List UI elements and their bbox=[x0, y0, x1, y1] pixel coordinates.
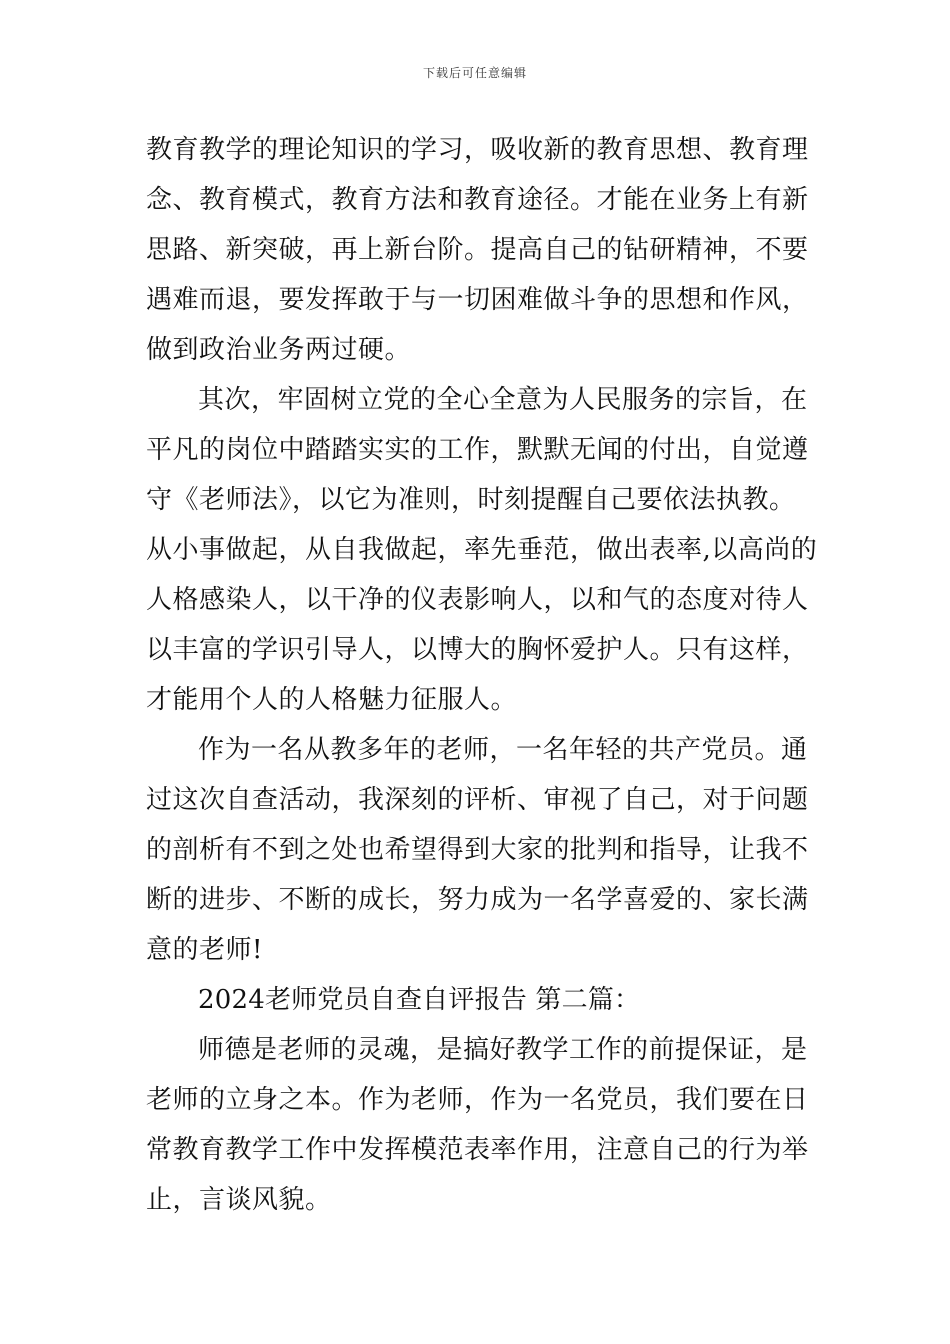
paragraph-2-line-3: 守《老师法》，以它为准则，时刻提醒自己要依法执教。 bbox=[146, 485, 796, 515]
paragraph-5-line-4: 止，言谈风貌。 bbox=[146, 1185, 332, 1215]
paragraph-1-line-5: 做到政治业务两过硬。 bbox=[146, 335, 412, 365]
paragraph-2-line-5: 人格感染人，以干净的仪表影响人，以和气的态度对待人 bbox=[146, 585, 809, 615]
paragraph-2-line-6: 以丰富的学识引导人，以博大的胸怀爱护人。只有这样， bbox=[146, 635, 809, 665]
paragraph-2-line-4: 从小事做起，从自我做起，率先垂范，做出表率,以高尚的 bbox=[146, 535, 818, 565]
paragraph-3-line-2: 过这次自查活动，我深刻的评析、审视了自己，对于问题 bbox=[146, 785, 809, 815]
paragraph-1-line-3: 思路、新突破，再上新台阶。提高自己的钻研精神，不要 bbox=[146, 235, 809, 265]
paragraph-2-line-7: 才能用个人的人格魅力征服人。 bbox=[146, 685, 518, 715]
paragraph-5-line-3: 常教育教学工作中发挥模范表率作用，注意自己的行为举 bbox=[146, 1135, 809, 1165]
paragraph-5-line-1: 师德是老师的灵魂，是搞好教学工作的前提保证，是 bbox=[198, 1035, 808, 1065]
header-note: 下载后可任意编辑 bbox=[422, 66, 527, 80]
paragraph-3-line-3: 的剖析有不到之处也希望得到大家的批判和指导，让我不 bbox=[146, 835, 809, 865]
paragraph-2-line-1: 其次，牢固树立党的全心全意为人民服务的宗旨，在 bbox=[198, 385, 808, 415]
paragraph-1-line-1: 教育教学的理论知识的学习，吸收新的教育思想、教育理 bbox=[146, 135, 809, 165]
paragraph-3-line-5: 意的老师! bbox=[146, 935, 263, 965]
paragraph-1-line-4: 遇难而退，要发挥敢于与一切困难做斗争的思想和作风， bbox=[146, 285, 809, 315]
section-heading: 2024老师党员自查自评报告 第二篇： bbox=[198, 985, 641, 1015]
paragraph-3-line-4: 断的进步、不断的成长，努力成为一名学喜爱的、家长满 bbox=[146, 885, 809, 915]
paragraph-2-line-2: 平凡的岗位中踏踏实实的工作，默默无闻的付出，自觉遵 bbox=[146, 435, 809, 465]
paragraph-3-line-1: 作为一名从教多年的老师，一名年轻的共产党员。通 bbox=[198, 735, 808, 765]
paragraph-1-line-2: 念、教育模式，教育方法和教育途径。才能在业务上有新 bbox=[146, 185, 809, 215]
paragraph-5-line-2: 老师的立身之本。作为老师，作为一名党员，我们要在日 bbox=[146, 1085, 809, 1115]
